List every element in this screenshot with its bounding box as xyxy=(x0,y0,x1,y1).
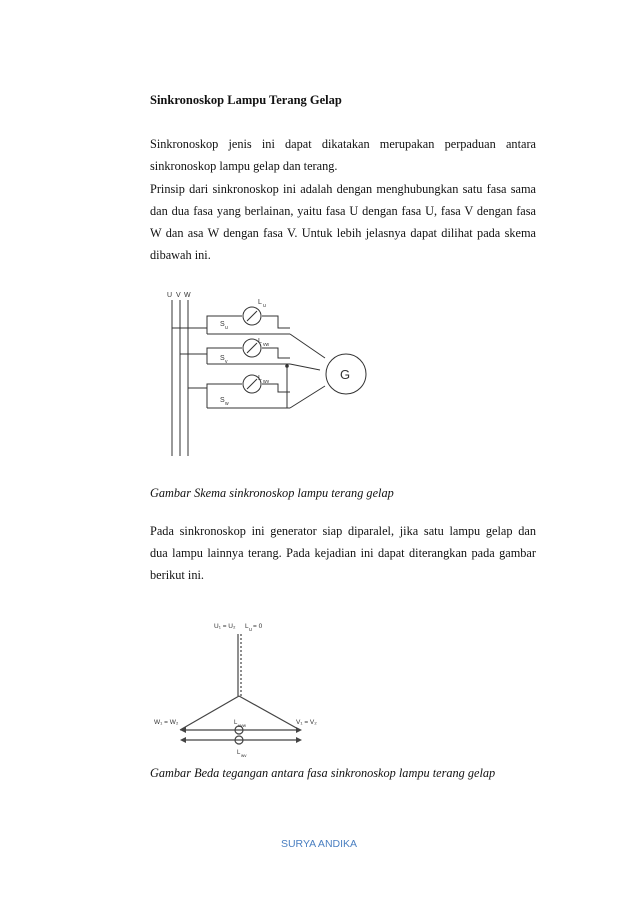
text-line: W dan asa W dengan fasa V. Untuk lebih jelasnya dapat dilihat pada skema xyxy=(150,226,536,240)
lamp-label: L xyxy=(237,750,241,756)
phasor-label-w: W₁ = W₂ xyxy=(154,719,179,726)
lamp-sub: uvw xyxy=(238,723,247,728)
switch-label: S xyxy=(220,321,225,328)
text-line: dibawah ini. xyxy=(150,248,211,262)
phasor-label-v: V₁ = V₂ xyxy=(296,719,317,726)
bus-label-v: V xyxy=(176,292,181,299)
lamp-label: L xyxy=(234,720,238,726)
lamp-label: L xyxy=(258,338,262,345)
lamp-value: = 0 xyxy=(253,623,263,630)
lamp-label: L xyxy=(245,623,249,630)
paragraph-intro xyxy=(150,133,536,177)
junction-dot xyxy=(285,364,289,368)
phasor-label-u: U₁ = U₂ xyxy=(214,623,236,630)
text-line: sinkronoskop lampu gelap dan terang. xyxy=(150,159,338,173)
paragraph-paralleling xyxy=(150,520,536,586)
page-footer: SURYA ANDIKA xyxy=(280,838,358,850)
arrow-head xyxy=(296,737,302,743)
text-line: Prinsip dari sinkronoskop ini adalah dengan menghubungkan satu fasa sama xyxy=(150,182,536,196)
arrow-head xyxy=(180,737,186,743)
generator-label: G xyxy=(340,367,351,382)
paragraph-principle xyxy=(150,178,536,266)
switch-label: S xyxy=(220,355,225,362)
synchronoscope-schematic xyxy=(150,288,372,458)
text-line: dan dua fasa yang berlainan, yaitu fasa U dengan fasa U, fasa V dengan fasa xyxy=(150,204,536,218)
figure-caption: Gambar Skema sinkronoskop lampu terang gelap xyxy=(150,486,394,500)
lamp-sub: wv xyxy=(263,379,270,385)
text-line: Pada sinkronoskop ini generator siap diparalel, jika satu lampu gelap dan xyxy=(150,524,536,538)
text-line: dua lampu lainnya terang. Pada kejadian ini dapat diterangkan pada gambar xyxy=(150,546,536,560)
bus-label-u: U xyxy=(167,292,173,299)
text-line: Sinkronoskop jenis ini dapat dikatakan merupakan perpaduan antara xyxy=(150,137,536,151)
phasor-diagram xyxy=(150,612,332,762)
bus-label-w: W xyxy=(184,292,191,299)
arrow-head xyxy=(296,727,302,733)
switch-sub: u xyxy=(225,325,228,331)
switch-label: S xyxy=(220,397,225,404)
section-heading: Sinkronoskop Lampu Terang Gelap xyxy=(150,93,342,107)
lamp-label: L xyxy=(258,299,262,306)
figure-caption: Gambar Beda tegangan antara fasa sinkronoskop lampu terang gelap xyxy=(150,766,496,780)
lamp-label: L xyxy=(258,375,262,382)
text-line: berikut ini. xyxy=(150,568,204,582)
lamp-sub: u xyxy=(249,627,252,633)
lamp-sub: vw xyxy=(263,342,270,348)
lamp-sub: wv xyxy=(241,753,247,758)
switch-sub: w xyxy=(225,401,229,407)
switch-sub: v xyxy=(225,359,228,365)
lamp-sub: u xyxy=(263,303,266,309)
